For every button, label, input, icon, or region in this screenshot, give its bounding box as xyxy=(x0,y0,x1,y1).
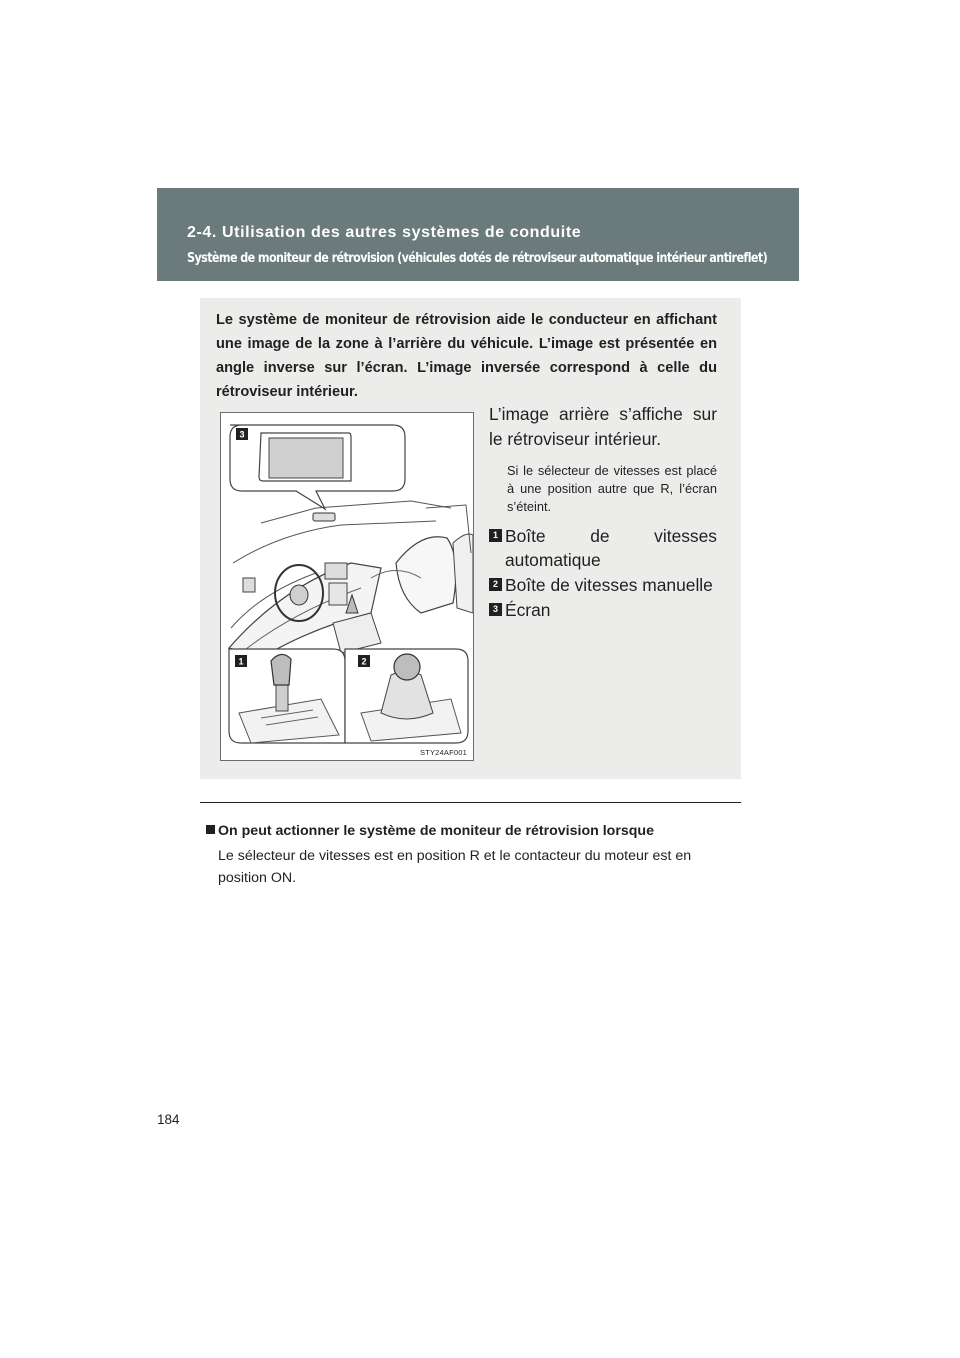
callout-1-label-line1: Boîte de vitesses xyxy=(505,526,717,546)
note-body: Le sélecteur de vitesses est en position R et le contacteur du moteur est en position ON. xyxy=(218,848,692,886)
car-interior-drawing xyxy=(221,413,474,761)
callout-item-screen xyxy=(489,598,717,622)
bullet-square-icon xyxy=(206,825,215,834)
figure-caption-column xyxy=(489,402,717,623)
callout-item-automatic xyxy=(489,524,717,572)
note-title xyxy=(206,821,740,841)
callout-3-icon: 3 xyxy=(489,603,502,616)
callout-3-figure-label: 3 xyxy=(239,429,245,440)
section-header xyxy=(157,188,799,281)
section-divider xyxy=(200,802,741,803)
figure-caption: L’image arrière s’affiche sur le rétroviseur intérieur. xyxy=(489,404,717,449)
callout-1-figure-label: 1 xyxy=(238,656,244,667)
callout-3-label: Écran xyxy=(505,600,551,620)
callout-1-icon: 1 xyxy=(489,529,502,542)
intro-paragraph: Le système de moniteur de rétrovision aide le conducteur en affichant une image de la zone à l’arrière du véhicule. L’image est présentée en angle inverse sur l’écran. L’image inversée correspond à celle du rétroviseur intérieur. xyxy=(216,312,717,400)
caption-note: Si le sélecteur de vitesses est placé à une position autre que R, l’écran s’éteint. xyxy=(507,463,717,514)
callout-legend xyxy=(489,524,717,622)
figure-code: STY24AF001 xyxy=(419,748,467,757)
subsection-title: Système de moniteur de rétrovision (véhicules dotés de rétroviseur automatique intérieur antireflet) xyxy=(187,251,768,266)
intro-panel xyxy=(200,298,741,779)
note-title-text: On peut actionner le système de moniteur de rétrovision lorsque xyxy=(218,823,654,839)
callout-2-figure-label: 2 xyxy=(361,656,367,667)
callout-item-manual xyxy=(489,573,717,597)
callout-2-label: Boîte de vitesses manuelle xyxy=(505,575,713,595)
page-number: 184 xyxy=(157,1112,180,1127)
callout-1-label-line2: automatique xyxy=(505,550,601,570)
section-title: 2-4. Utilisation des autres systèmes de conduite xyxy=(187,224,582,241)
callout-2-icon: 2 xyxy=(489,578,502,591)
rear-view-monitor-illustration xyxy=(220,412,474,761)
notes-section xyxy=(206,821,740,889)
